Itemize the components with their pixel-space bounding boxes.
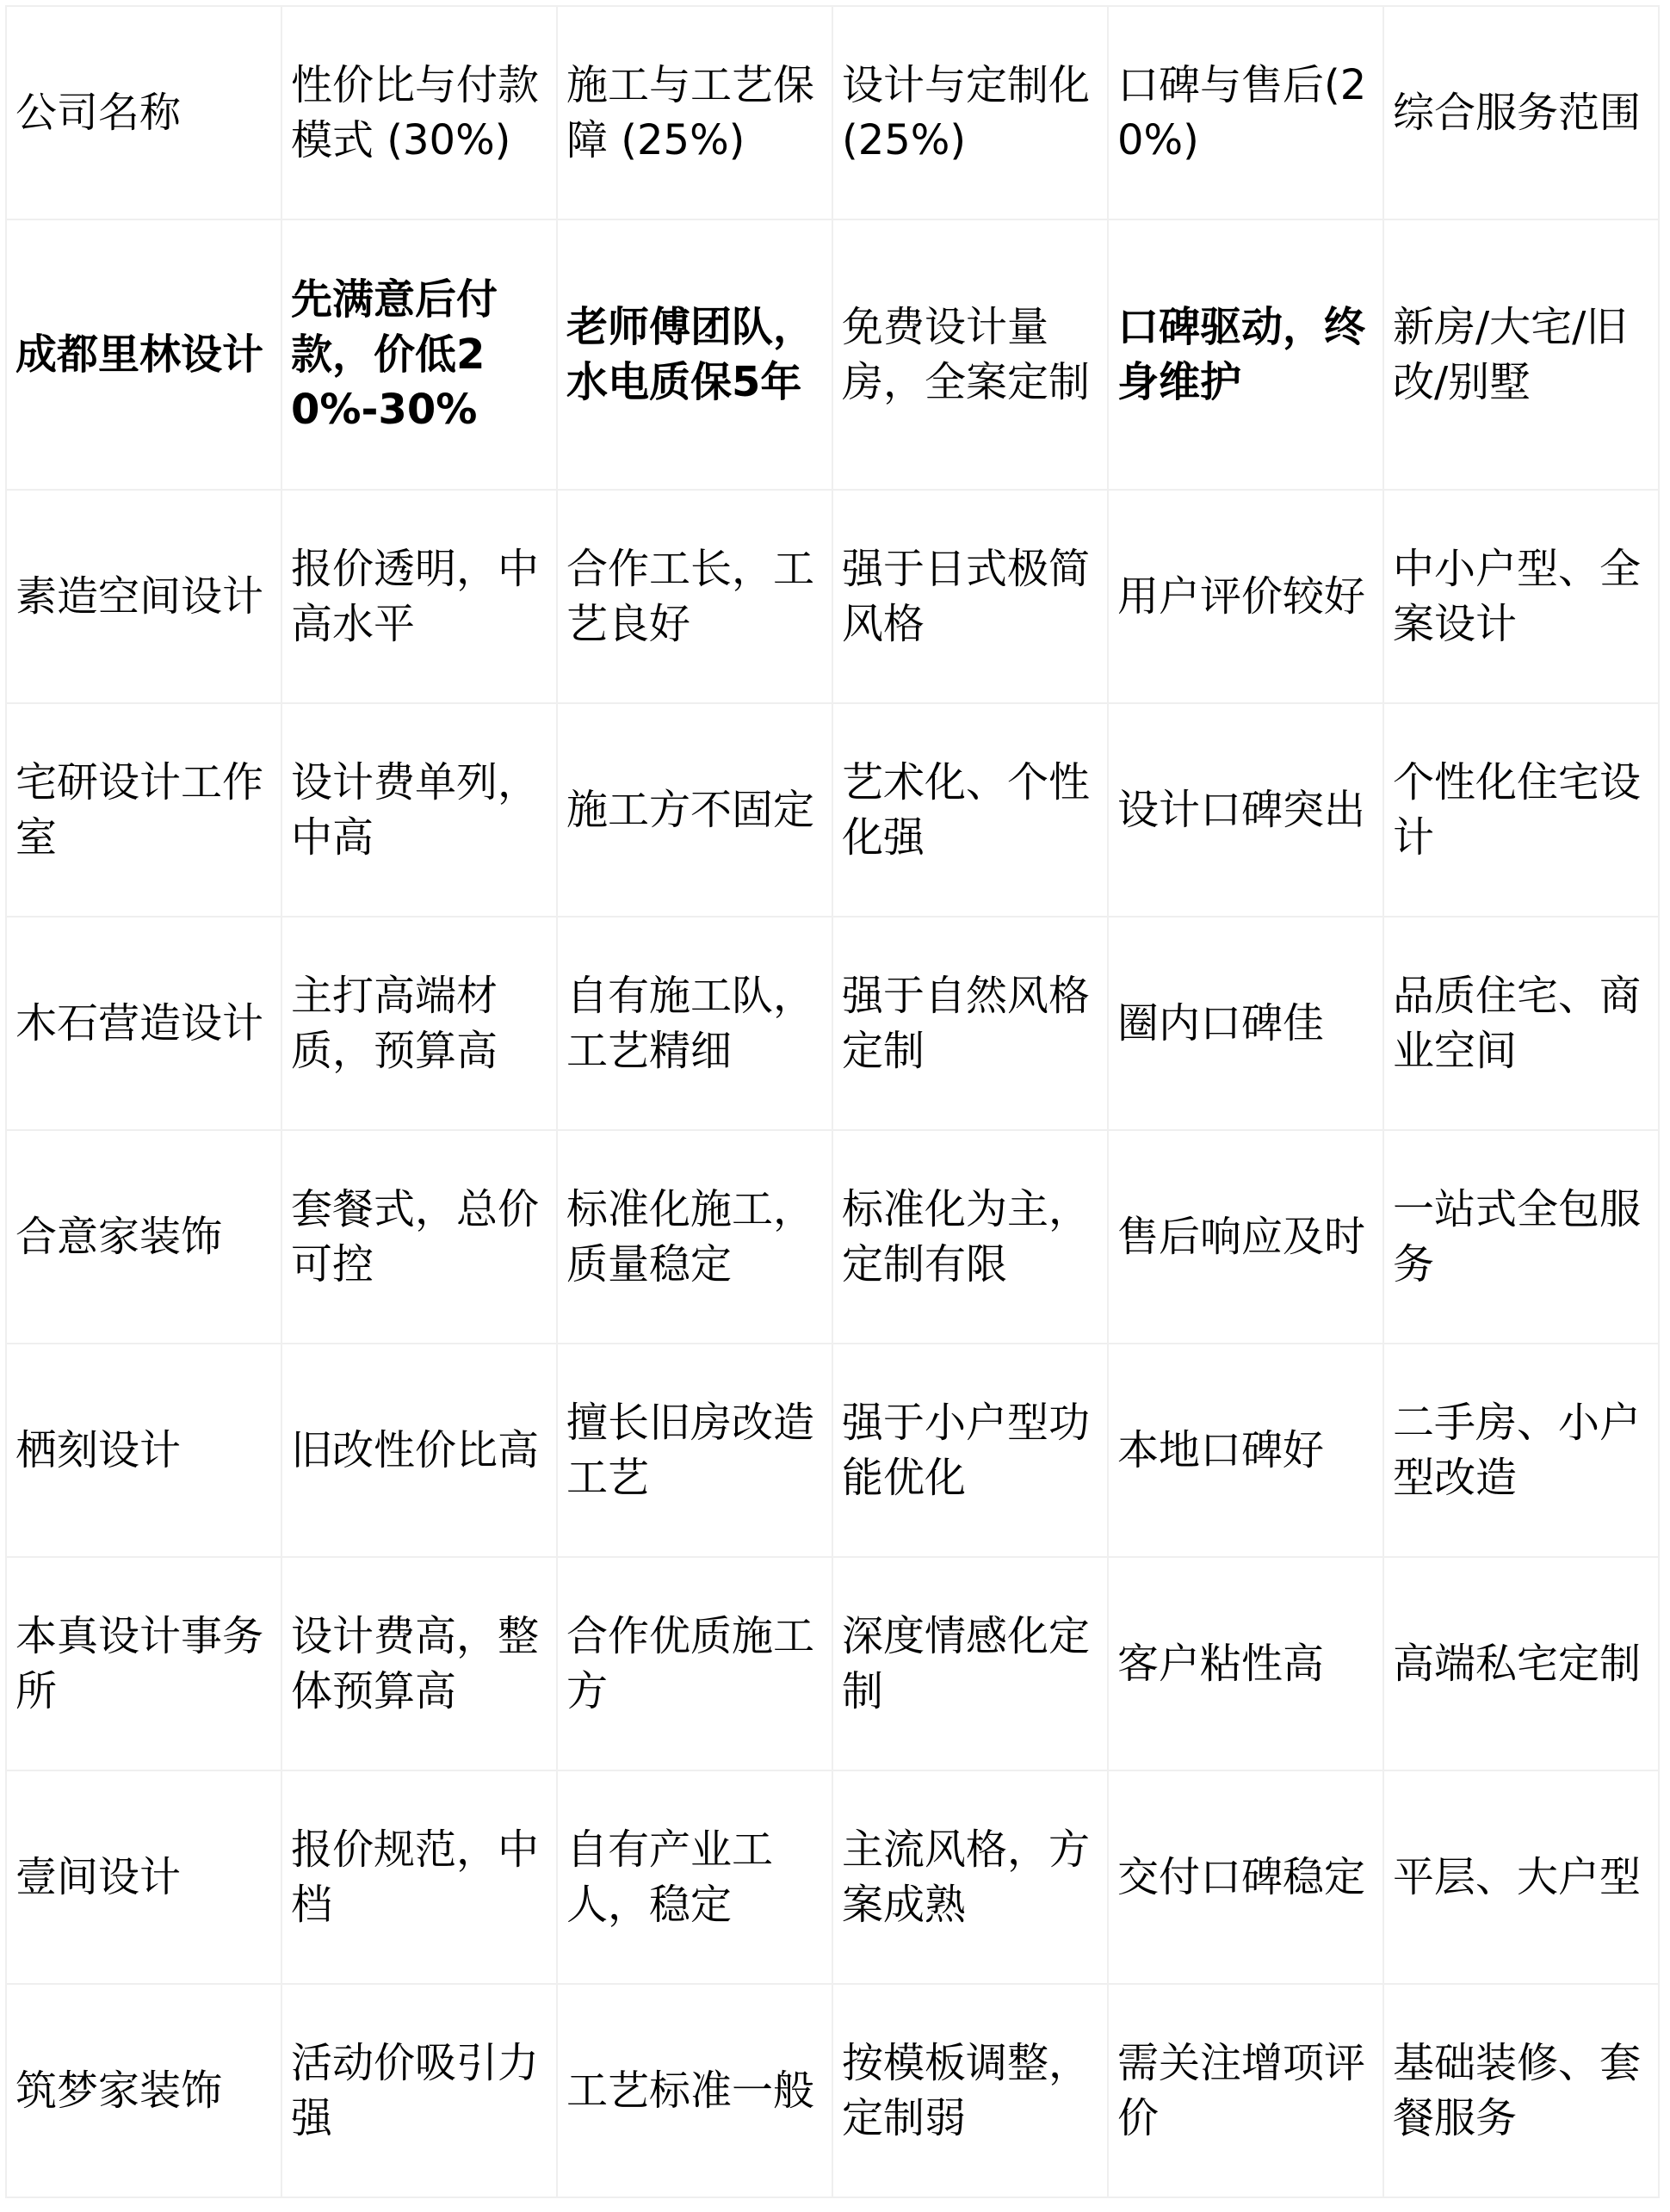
cell-service-scope: 一站式全包服务: [1383, 1130, 1659, 1344]
cell-construction: 工艺标准一般: [557, 1984, 832, 2197]
cell-reputation: 口碑驱动，终身维护: [1108, 219, 1383, 490]
header-value-payment: 性价比与付款模式 (30%): [281, 6, 557, 219]
company-comparison-table: [5, 5, 1660, 2198]
header-service-scope: 综合服务范围: [1383, 6, 1659, 219]
table-row: [6, 917, 1659, 1130]
cell-company: 成都里林设计: [6, 219, 281, 490]
cell-value-payment: 设计费单列，中高: [281, 703, 557, 917]
cell-company: 栖刻设计: [6, 1344, 281, 1557]
table-row: [6, 1557, 1659, 1770]
cell-company: 筑梦家装饰: [6, 1984, 281, 2197]
header-design: 设计与定制化(25%): [832, 6, 1108, 219]
cell-reputation: 售后响应及时: [1108, 1130, 1383, 1344]
cell-construction: 合作工长，工艺良好: [557, 490, 832, 703]
table-header-row: [6, 6, 1659, 219]
table-row: [6, 703, 1659, 917]
cell-service-scope: 中小户型、全案设计: [1383, 490, 1659, 703]
cell-design: 按模板调整，定制弱: [832, 1984, 1108, 2197]
cell-construction: 合作优质施工方: [557, 1557, 832, 1770]
cell-design: 主流风格，方案成熟: [832, 1770, 1108, 1984]
table-row: [6, 1130, 1659, 1344]
header-company-name: 公司名称: [6, 6, 281, 219]
table-row: [6, 1344, 1659, 1557]
cell-reputation: 本地口碑好: [1108, 1344, 1383, 1557]
cell-service-scope: 基础装修、套餐服务: [1383, 1984, 1659, 2197]
cell-company: 木石营造设计: [6, 917, 281, 1130]
cell-reputation: 圈内口碑佳: [1108, 917, 1383, 1130]
cell-service-scope: 平层、大户型: [1383, 1770, 1659, 1984]
cell-design: 艺术化、个性化强: [832, 703, 1108, 917]
cell-company: 宅研设计工作室: [6, 703, 281, 917]
cell-reputation: 设计口碑突出: [1108, 703, 1383, 917]
cell-value-payment: 活动价吸引力强: [281, 1984, 557, 2197]
cell-company: 素造空间设计: [6, 490, 281, 703]
cell-construction: 自有产业工人，稳定: [557, 1770, 832, 1984]
cell-construction: 擅长旧房改造工艺: [557, 1344, 832, 1557]
cell-reputation: 交付口碑稳定: [1108, 1770, 1383, 1984]
cell-construction: 老师傅团队，水电质保5年: [557, 219, 832, 490]
header-reputation: 口碑与售后(20%): [1108, 6, 1383, 219]
cell-service-scope: 品质住宅、商业空间: [1383, 917, 1659, 1130]
cell-service-scope: 个性化住宅设计: [1383, 703, 1659, 917]
cell-construction: 标准化施工，质量稳定: [557, 1130, 832, 1344]
table-row: [6, 1770, 1659, 1984]
table-row: [6, 490, 1659, 703]
cell-company: 合意家装饰: [6, 1130, 281, 1344]
cell-value-payment: 先满意后付款，价低20%-30%: [281, 219, 557, 490]
cell-design: 强于日式极简风格: [832, 490, 1108, 703]
cell-reputation: 需关注增项评价: [1108, 1984, 1383, 2197]
cell-value-payment: 主打高端材质，预算高: [281, 917, 557, 1130]
table-row: [6, 1984, 1659, 2197]
cell-design: 标准化为主，定制有限: [832, 1130, 1108, 1344]
cell-design: 强于小户型功能优化: [832, 1344, 1108, 1557]
cell-reputation: 用户评价较好: [1108, 490, 1383, 703]
cell-value-payment: 套餐式，总价可控: [281, 1130, 557, 1344]
cell-reputation: 客户粘性高: [1108, 1557, 1383, 1770]
cell-value-payment: 设计费高，整体预算高: [281, 1557, 557, 1770]
cell-service-scope: 新房/大宅/旧改/别墅: [1383, 219, 1659, 490]
cell-design: 免费设计量房，全案定制: [832, 219, 1108, 490]
cell-value-payment: 报价透明，中高水平: [281, 490, 557, 703]
cell-service-scope: 高端私宅定制: [1383, 1557, 1659, 1770]
cell-construction: 自有施工队，工艺精细: [557, 917, 832, 1130]
header-construction: 施工与工艺保障 (25%): [557, 6, 832, 219]
cell-design: 深度情感化定制: [832, 1557, 1108, 1770]
table-row: [6, 219, 1659, 490]
cell-design: 强于自然风格定制: [832, 917, 1108, 1130]
cell-company: 本真设计事务所: [6, 1557, 281, 1770]
cell-value-payment: 旧改性价比高: [281, 1344, 557, 1557]
cell-company: 壹间设计: [6, 1770, 281, 1984]
cell-construction: 施工方不固定: [557, 703, 832, 917]
cell-service-scope: 二手房、小户型改造: [1383, 1344, 1659, 1557]
cell-value-payment: 报价规范，中档: [281, 1770, 557, 1984]
